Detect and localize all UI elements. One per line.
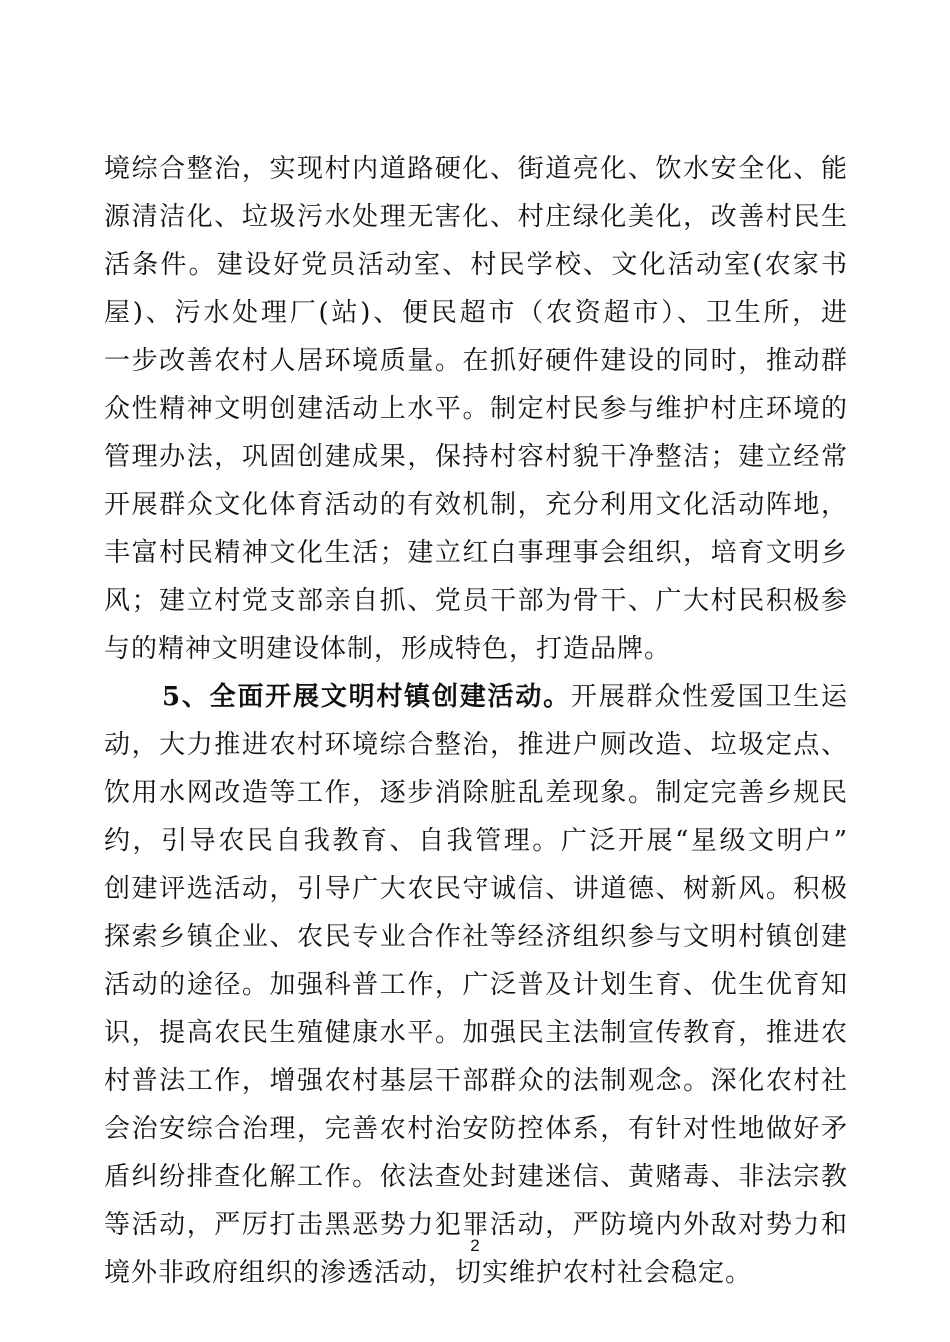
text-line: 盾纠纷排查化解工作。依法查处封建迷信、黄赌毒、非法宗教 [104,1162,848,1192]
section-heading-line [104,673,848,721]
text-line: 等活动，严厉打击黑恶势力犯罪活动，严防境内外敌对势力和 [104,1210,848,1240]
text-line: 境综合整治，实现村内道路硬化、街道亮化、饮水安全化、能 [104,154,848,184]
text-line: 动，大力推进农村环境综合整治，推进户厕改造、垃圾定点、 [104,730,848,760]
body-text [104,145,848,1297]
text-line: 识，提高农民生殖健康水平。加强民主法制宣传教育，推进农 [104,1018,848,1048]
text-line: 众性精神文明创建活动上水平。制定村民参与维护村庄环境的 [104,394,848,424]
text-line: 开展群众文化体育活动的有效机制，充分利用文化活动阵地， [104,490,848,520]
text-line: 一步改善农村人居环境质量。在抓好硬件建设的同时，推动群 [104,346,848,376]
text-line: 活动的途径。加强科普工作，广泛普及计划生育、优生优育知 [104,970,848,1000]
text-line: 饮用水网改造等工作，逐步消除脏乱差现象。制定完善乡规民 [104,778,848,808]
text-line: 源清洁化、垃圾污水处理无害化、村庄绿化美化，改善村民生 [104,202,848,232]
section-heading: 5、全面开展文明村镇创建活动。 [162,682,571,712]
text-line: 创建评选活动，引导广大农民守诚信、讲道德、树新风。积极 [104,874,848,904]
text-line: 丰富村民精神文化生活；建立红白事理事会组织，培育文明乡 [104,538,848,568]
text-line: 管理办法，巩固创建成果，保持村容村貌干净整洁；建立经常 [104,442,848,472]
text-line: 屋)、污水处理厂(站)、便民超市（农资超市）、卫生所，进 [104,298,848,328]
text-line: 风；建立村党支部亲自抓、党员干部为骨干、广大村民积极参 [104,586,848,616]
text-line: 村普法工作，增强农村基层干部群众的法制观念。深化农村社 [104,1066,848,1096]
text-line: 探索乡镇企业、农民专业合作社等经济组织参与文明村镇创建 [104,922,848,952]
section-heading-rest: 开展群众性爱国卫生运 [570,682,848,712]
text-line: 与的精神文明建设体制，形成特色，打造品牌。 [104,634,672,664]
text-line: 境外非政府组织的渗透活动，切实维护农村社会稳定。 [104,1258,753,1288]
text-line: 约，引导农民自我教育、自我管理。广泛开展“星级文明户” [104,826,848,856]
text-line: 活条件。建设好党员活动室、村民学校、文化活动室(农家书 [104,250,848,280]
text-line: 会治安综合治理，完善农村治安防控体系，有针对性地做好矛 [104,1114,848,1144]
page-number: 2 [470,1236,480,1255]
